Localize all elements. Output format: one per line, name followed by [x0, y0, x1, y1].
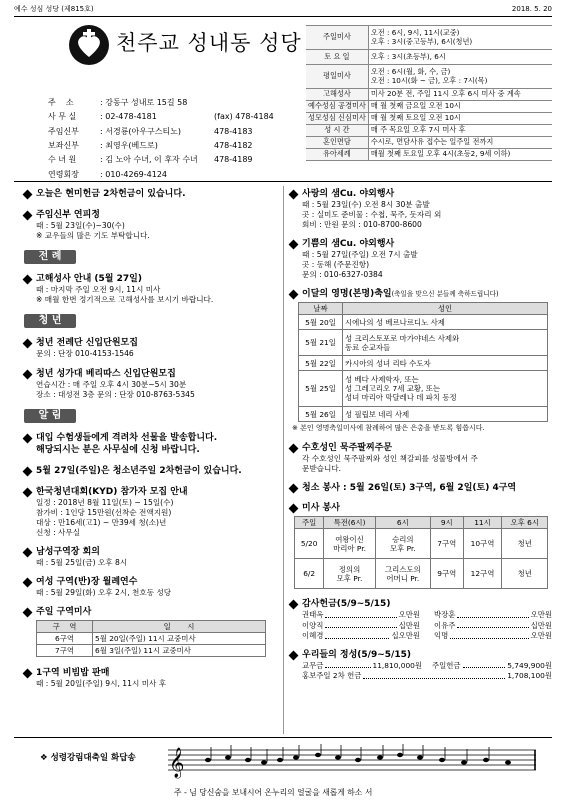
notice-item: 감사헌금(5/9~5/15): [290, 598, 552, 610]
notice-item: 주임신부 연피정: [24, 209, 286, 221]
bulletin-date: 2018. 5. 20: [511, 5, 552, 13]
zone-mass-table: 구 역 일 시 6구역 5월 20일(주일) 11시 교중미사 7구역 6월 3일(주일) 11시 교중미사: [36, 620, 266, 657]
section-band-notice: 알 림: [24, 409, 76, 423]
mass-service-table: 주일 특전(6시) 6시 9시 11시 오후 6시 5/20 여왕이신 마리아 Pr. 승리의 모후 Pr. 7구역 10구역 청년 6/2 정의의 모후 Pr. 그리스도의 어머니 Pr. 9구역 12구역 청년: [294, 516, 548, 589]
feast-day-table: 날짜 성인 5월 20일 시에나의 성 베르나르디노 사제 5월 21일 성 크리스토포로 마가야네스 사제와 동료 순교자들 5월 22일 카시아의 성녀 리타 수도자 5월 25일 성 베다 사제학자, 또는 성 그레고리오 7세 교황, 또는 성녀 마리아 막달레나 데 파치 동정 5월 26일 성 필립보 네리 사제: [298, 302, 548, 422]
notice-item: 수호성인 묵주팔찌주문: [290, 442, 552, 454]
mass-schedule-table: 주일미사 오전 : 6시, 9시, 11시(교중) 오후 : 3시(중고등부), 6시(청년) 토 요 일 오후 : 3시(초등부), 6시 평일미사 오전 : 6시(월, 화, 수, 금) 오전 : 10시(화 ~ 금), 오후 : 7시(목) 고해성사 미사 20분 전, 주일 11시 오후 6시 미사 중 계속 예수성심 공경미사 매 월 첫째 금요일 오전 10시 성모성심 신심미사 매 월 첫째 토요일 오전 10시 성 시 간 매 주 목요일 오후 7시 미사 후 혼인면담 수시로, 면담사유 접수는 일주일 전까지 유아세례 매월 첫째 토요일 오후 4시(초등2, 9세 이하): [306, 25, 552, 161]
contact-row: 주 소 : 강동구 성내로 15길 58: [48, 97, 188, 107]
footer-rule: [14, 737, 552, 738]
notice-item: 대입 수험생들에게 격려차 선물을 발송합니다. 해당되시는 분은 사무실에 신청 바랍니다.: [24, 432, 286, 456]
right-column: 사랑의 샘Cu. 야외행사 때 : 5월 23일(수) 오전 8시 30분 출발 곳 : 실미도 준비물 : 수첩, 묵주, 돗자리 외 회비 : 만원 문의 : 010-8700-8600 기쁨의 샘Cu. 야외행사 때 : 5월 27일(주일) 오전 7시 출발 곳 : 동해 (주문진항) 문의 : 010-6327-0384 이달의 영명(본명)축일(축일을 맞으신 분들께 축하드립니다) 날짜 성인 5월 20일 시에나의 성 베르나르디노 사제 5월 21일 성 크리스토포로 마가야네스 사제와 동료 순교자들 5월 22일 카시아의 성녀 리타 수도자 5월 25일 성 베다 사제학자, 또는 성 그레고리오 7세 교황, 또는 성녀 마리아 막달레나 데 파치 동정 5월 26일 성 필립보 네리 사제 ※ 본인 영명축일미사에 참례하여 많은 은총을 받도록 힘씁시다. 수호성인 묵주팔찌주문 각 수호성인 묵주팔찌와 성인 책갈피를 성물방에서 주 문받습니다. 청소 봉사 : 5월 26일(토) 3구역, 6월 2일(토) 4구역 미사 봉사 주일 특전(6시) 6시 9시 11시 오후 6시 5/20 여왕이신 마리아 Pr. 승리의 모후 Pr. 7구역 10구역 청년 6/2 정의의 모후 Pr. 그리스도의 어머니 Pr. 9구역 12구역 청년 감사헌금(5/9~5/15) 권태옥 오만원 이양직 십만원 이혜경 십오만원 박장훈 오만원 이유주 십만원 익명 오만원 우리들의 정성(5/9~5/15) 교무금 11,810,000원 주일헌금 5,749,900원 홍보주일 2차 헌금 1,708,100원: [290, 188, 552, 682]
notice-item: 주일 구역미사: [24, 606, 286, 618]
notice-item: 5월 27일(주일)은 청소년주일 2차헌금이 있습니다.: [24, 465, 286, 477]
notice-item: 청소 봉사 : 5월 26일(토) 3구역, 6월 2일(토) 4구역: [290, 482, 552, 494]
psalm-title: ❖ 성령강림대축일 화답송: [40, 753, 136, 763]
section-band-youth: 청 년: [24, 314, 76, 328]
notice-item: 남성구역장 회의: [24, 546, 286, 558]
psalm-lyrics: 주 - 님 당신숨을 보내시어 온누리의 얼굴을 새롭게 하소 서: [174, 788, 373, 797]
parish-name: 천주교 성내동 성당: [116, 31, 302, 55]
section-rule: [14, 181, 552, 182]
contact-row: 수 녀 원 : 김 노아 수녀, 이 후자 수녀 478-4189: [48, 155, 253, 165]
notice-item: 1구역 비빔밥 판매: [24, 667, 286, 679]
notice-item: 고해성사 안내 (5월 27일): [24, 273, 286, 285]
contact-row: 주임신부 : 서경룡(아우구스티노) 478-4183: [48, 126, 253, 136]
treble-clef-icon: 𝄞: [169, 748, 185, 778]
notice-item: 여성 구역(반)장 월례연수: [24, 576, 286, 588]
music-staff: [168, 744, 538, 796]
column-divider: [283, 186, 284, 734]
notice-item: 이달의 영명(본명)축일(축일을 맞으신 분들께 축하드립니다): [290, 288, 552, 300]
notice-item: 청년 전례단 신입단원모집: [24, 337, 286, 349]
sacred-heart-logo-icon: [68, 24, 110, 66]
section-band-liturgy: 전 례: [24, 250, 76, 264]
notice-item: 사랑의 샘Cu. 야외행사: [290, 188, 552, 200]
notice-item: 우리들의 정성(5/9~5/15): [290, 649, 552, 661]
contact-list: [48, 96, 288, 182]
contact-row: 연령회장 : 010-4269-4124: [48, 169, 167, 179]
header-rule: [14, 16, 552, 17]
notice-item: 청년 성가대 베리따스 신입단원모집: [24, 368, 286, 380]
contact-row: 보좌신부 : 최영우(베드로) 478-4182: [48, 140, 253, 150]
notice-item: 미사 봉사: [290, 502, 552, 514]
notice-item: 한국청년대회(KYD) 참가자 모집 안내: [24, 486, 286, 498]
thanks-offering-list: 권태옥 오만원 이양직 십만원 이혜경 십오만원 박장훈 오만원 이유주 십만원 익명 오만원: [302, 610, 552, 640]
bulletin-issue: 예수 성심 성당 (제815호): [14, 5, 94, 13]
notice-item: 오늘은 현미헌금 2차헌금이 있습니다.: [24, 188, 286, 200]
left-column: 오늘은 현미헌금 2차헌금이 있습니다. 주임신부 연피정 때 : 5월 23일(수)~30(수) ※ 교우들의 많은 기도 부탁합니다. 전 례 고해성사 안내 (5월 27일) 때 : 마지막 주일 오전 9시, 11시 미사 ※ 매월 한번 정기적으로 고해성사를 보시기 바랍니다. 청 년 청년 전례단 신입단원모집 문의 : 단장 010-4153-1546 청년 성가대 베리따스 신입단원모집 연습시간 : 매 주일 오후 4시 30분~5시 30분 장소 : 대성전 3층 문의 : 단장 010-8763-5345 알 림 대입 수험생들에게 격려차 선물을 발송합니다. 해당되시는 분은 사무실에 신청 바랍니다. 5월 27일(주일)은 청소년주일 2차헌금이 있습니다. 한국청년대회(KYD) 참가자 모집 안내 일정 : 2018년 8월 11일(토) ~ 15일(수) 참가비 : 1인당 15만원(선착순 전액지원) 대상 : 만16세(고1) ~ 만39세 청(소)년 신청 : 사무실 남성구역장 회의 때 : 5월 25일(금) 오후 8시 여성 구역(반)장 월례연수 때 : 5월 29일(화) 오후 2시, 천호동 성당 주일 구역미사 구 역 일 시 6구역 5월 20일(주일) 11시 교중미사 7구역 6월 3일(주일) 11시 교중미사 1구역 비빔밥 판매 때 : 5월 20일(주일) 9시, 11시 미사 후: [24, 188, 286, 689]
contact-row: 사 무 실 : 02-478-4181 (fax) 478-4184: [48, 112, 274, 122]
offering-totals: 교무금 11,810,000원 주일헌금 5,749,900원 홍보주일 2차 헌금 1,708,100원: [302, 660, 552, 680]
notice-item: 기쁨의 샘Cu. 야외행사: [290, 238, 552, 250]
